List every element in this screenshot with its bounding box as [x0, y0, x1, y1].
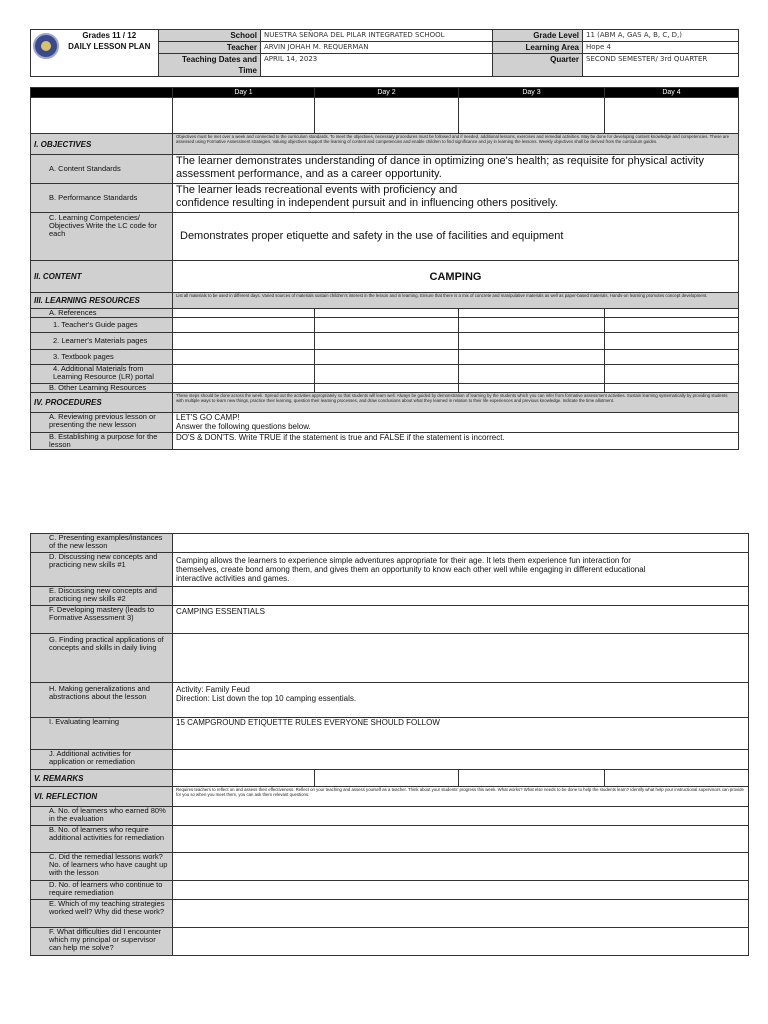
content-value: CAMPING — [173, 261, 739, 293]
competencies-label: C. Learning Competencies/ Objectives Write the LC code for each — [31, 213, 173, 261]
grade-level-label: Grade Level — [493, 30, 583, 42]
other-resources-label: B. Other Learning Resources — [31, 384, 173, 393]
day-3-header: Day 3 — [459, 88, 605, 98]
generalizations-label: H. Making generalizations and abstractions about the lesson — [31, 683, 173, 718]
school-value: NUESTRA SEÑORA DEL PILAR INTEGRATED SCHOOL — [261, 30, 493, 42]
practical-applications-label: G. Finding practical applications of concepts and skills in daily living — [31, 634, 173, 683]
day-4-header: Day 4 — [605, 88, 739, 98]
procedures-note: These steps should be done across the week. Spread out the activities appropriately so that students will learn well. Always be guided by demonstration of learning by the students which you can infer from formative assessment activities. Sustain learning systematically by providing students with multiple ways to learn new things, practice their learning, question their learning processes, and draw conclusions about what they learned in relation to their life experiences and previous knowledge. Indicate the time allotment. — [173, 393, 739, 413]
deped-seal-icon — [31, 30, 61, 77]
plan-title: Grades 11 / 12 DAILY LESSON PLAN — [61, 30, 159, 77]
references-label: A. References — [31, 309, 173, 318]
evaluating-learning-value: 15 CAMPGROUND ETIQUETTE RULES EVERYONE SHOULD FOLLOW — [173, 718, 749, 750]
textbook-pages-label: 3. Textbook pages — [31, 350, 173, 365]
discussing-skills-2-label: E. Discussing new concepts and practicing new skills #2 — [31, 587, 173, 606]
content-heading: II. CONTENT — [31, 261, 173, 293]
remarks-heading: V. REMARKS — [31, 770, 173, 787]
evaluating-learning-label: I. Evaluating learning — [31, 718, 173, 750]
resources-heading: III. LEARNING RESOURCES — [31, 293, 173, 309]
learners-remediation-label: B. No. of learners who require additional activities for remediation — [31, 826, 173, 853]
reflection-note: Requires teachers to reflect on and assess their effectiveness. Reflect on your teaching and assess yourself as a teacher. Think about your students' progress this week. What works? What else needs to be done to help the students learn? Identify what help your instructional supervisors can provide for you so when you meet them, you can ask them relevant questions. — [173, 787, 749, 807]
teachers-guide-label: 1. Teacher's Guide pages — [31, 318, 173, 333]
discussing-skills-1-value: Camping allows the learners to experience simple adventures appropriate for their age. It lets them experience fun interaction for themselves, create bond among them, and gives them an opportunity to know each other well while engaging in different educational interactive activities and games. — [173, 553, 749, 587]
establishing-purpose-value: DO'S & DON'TS. Write TRUE if the statement is true and FALSE if the statement is incorrect. — [173, 433, 739, 450]
establishing-purpose-label: B. Establishing a purpose for the lesson — [31, 433, 173, 450]
lesson-table-page-1 — [30, 87, 739, 450]
header-table — [30, 29, 739, 77]
reviewing-lesson-value: LET'S GO CAMP! Answer the following questions below. — [173, 413, 739, 433]
presenting-examples-label: C. Presenting examples/instances of the new lesson — [31, 534, 173, 553]
performance-standards-value: The learner leads recreational events with proficiency and confidence resulting in independent pursuit and in influencing others positively. — [173, 184, 739, 213]
grade-level-value: 11 (ABM A, GAS A, B, C, D,) — [583, 30, 739, 42]
remedial-lessons-label: C. Did the remedial lessons work? No. of learners who have caught up with the lesson — [31, 853, 173, 881]
procedures-heading: IV. PROCEDURES — [31, 393, 173, 413]
learning-area-value: Hope 4 — [583, 42, 739, 54]
teaching-strategies-label: E. Which of my teaching strategies worked well? Why did these work? — [31, 900, 173, 928]
continue-remediation-label: D. No. of learners who continue to require remediation — [31, 881, 173, 900]
quarter-label: Quarter — [493, 54, 583, 77]
discussing-skills-1-label: D. Discussing new concepts and practicing new skills #1 — [31, 553, 173, 587]
teacher-label: Teacher — [159, 42, 261, 54]
reflection-heading: VI. REFLECTION — [31, 787, 173, 807]
objectives-note: Objectives must be met over a week and connected to the curriculum standards. To meet the objectives, necessary procedures must be followed and if needed, additional lessons, exercises and remedial activities. May be done for developing content knowledge and competencies. These are assessed using Formative Assessment strategies. Valuing objectives support the learning of content and competencies and enable children to find significance and joy in learning the lessons. Weekly objectives shall be derived from the curriculum guides. — [173, 134, 739, 155]
quarter-value: SECOND SEMESTER/ 3rd QUARTER — [583, 54, 739, 77]
learners-materials-label: 2. Learner's Materials pages — [31, 333, 173, 350]
learning-area-label: Learning Area — [493, 42, 583, 54]
learners-80-label: A. No. of learners who earned 80% in the evaluation — [31, 807, 173, 826]
additional-activities-label: J. Additional activities for application or remediation — [31, 750, 173, 770]
lesson-table-page-2 — [30, 533, 749, 956]
content-standards-value: The learner demonstrates understanding of dance in optimizing one's health; as requisite for physical activity assessment performance, and as a career opportunity. — [173, 155, 739, 184]
additional-materials-label: 4. Additional Materials from Learning Resource (LR) portal — [31, 365, 173, 384]
developing-mastery-label: F. Developing mastery (leads to Formative Assessment 3) — [31, 606, 173, 634]
resources-note: List all materials to be used in different days. Varied sources of materials sustain children's interest in the lesson and in learning. Ensure that there is a mix of concrete and manipulative materials as well as paper-based materials. Hands-on learning promotes concept development. — [173, 293, 739, 309]
content-standards-label: A. Content Standards — [31, 155, 173, 184]
teacher-value: ARVIN JOHAH M. REQUERMAN — [261, 42, 493, 54]
day-2-header: Day 2 — [315, 88, 459, 98]
objectives-heading: I. OBJECTIVES — [31, 134, 173, 155]
day-1-header: Day 1 — [173, 88, 315, 98]
generalizations-value: Activity: Family Feud Direction: List down the top 10 camping essentials. — [173, 683, 749, 718]
day-header-row — [31, 88, 739, 98]
dates-label: Teaching Dates and Time — [159, 54, 261, 77]
performance-standards-label: B. Performance Standards — [31, 184, 173, 213]
school-label: School — [159, 30, 261, 42]
reviewing-lesson-label: A. Reviewing previous lesson or presenting the new lesson — [31, 413, 173, 433]
dates-value: APRIL 14, 2023 — [261, 54, 493, 77]
competencies-value: Demonstrates proper etiquette and safety in the use of facilities and equipment — [173, 213, 739, 261]
developing-mastery-value: CAMPING ESSENTIALS — [173, 606, 749, 634]
difficulties-label: F. What difficulties did I encounter which my principal or supervisor can help me solve? — [31, 928, 173, 956]
